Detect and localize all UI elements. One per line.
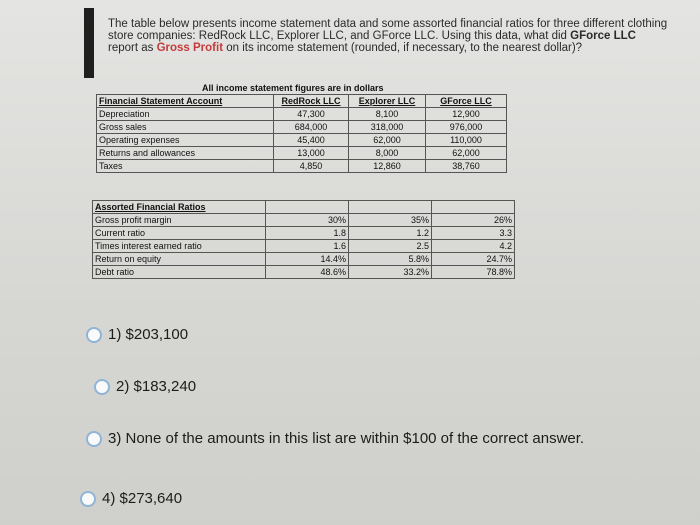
answer-option-4[interactable] <box>80 490 182 507</box>
financial-ratios-table <box>92 200 515 279</box>
value-cell: 12,900 <box>426 108 507 121</box>
income-statement-table <box>96 94 507 173</box>
table-caption: All income statement figures are in dollars <box>202 83 384 93</box>
value-cell: 318,000 <box>349 121 426 134</box>
value-cell: 2.5 <box>349 240 432 253</box>
value-cell: 47,300 <box>274 108 349 121</box>
answer-option-label: 3) None of the amounts in this list are within $100 of the correct answer. <box>108 430 585 447</box>
empty-cell <box>432 201 515 214</box>
table-row <box>93 253 515 266</box>
table-row <box>97 134 507 147</box>
header-cell: Explorer LLC <box>349 95 426 108</box>
value-cell: 5.8% <box>349 253 432 266</box>
table-row <box>93 266 515 279</box>
value-cell: 26% <box>432 214 515 227</box>
header-cell: RedRock LLC <box>274 95 349 108</box>
question-text <box>108 18 668 54</box>
question-company: GForce LLC <box>570 30 636 42</box>
radio-button-icon[interactable] <box>86 327 102 343</box>
empty-cell <box>349 201 432 214</box>
value-cell: 62,000 <box>426 147 507 160</box>
ratio-name-cell: Times interest earned ratio <box>93 240 266 253</box>
answer-option-2[interactable] <box>94 378 196 395</box>
empty-cell <box>266 201 349 214</box>
value-cell: 62,000 <box>349 134 426 147</box>
ratio-name-cell: Debt ratio <box>93 266 266 279</box>
answer-option-label: 1) $203,100 <box>108 326 189 343</box>
answer-option-label: 4) $273,640 <box>102 490 183 507</box>
value-cell: 684,000 <box>274 121 349 134</box>
account-cell: Gross sales <box>97 121 274 134</box>
value-cell: 4.2 <box>432 240 515 253</box>
header-cell: GForce LLC <box>426 95 507 108</box>
value-cell: 3.3 <box>432 227 515 240</box>
value-cell: 78.8% <box>432 266 515 279</box>
value-cell: 38,760 <box>426 160 507 173</box>
value-cell: 12,860 <box>349 160 426 173</box>
account-cell: Returns and allowances <box>97 147 274 160</box>
value-cell: 35% <box>349 214 432 227</box>
account-cell: Depreciation <box>97 108 274 121</box>
table-row <box>93 240 515 253</box>
table-row <box>93 214 515 227</box>
value-cell: 24.7% <box>432 253 515 266</box>
answer-option-label: 2) $183,240 <box>116 378 197 395</box>
value-cell: 8,000 <box>349 147 426 160</box>
answer-option-1[interactable] <box>86 326 188 343</box>
radio-button-icon[interactable] <box>80 491 96 507</box>
value-cell: 48.6% <box>266 266 349 279</box>
answer-option-3[interactable] <box>86 430 584 447</box>
header-cell: Financial Statement Account <box>97 95 274 108</box>
value-cell: 4,850 <box>274 160 349 173</box>
radio-button-icon[interactable] <box>86 431 102 447</box>
table-row <box>93 227 515 240</box>
question-metric: Gross Profit <box>156 42 224 54</box>
question-part1: The table below presents income statement data and some assorted financial ratios for three different clothing store companies: RedRock LLC, Explorer LLC, and GForce LLC. Using this data, what did <box>108 18 668 42</box>
value-cell: 14.4% <box>266 253 349 266</box>
question-part3: on its income statement (rounded, if necessary, to the nearest dollar)? <box>223 42 583 54</box>
value-cell: 110,000 <box>426 134 507 147</box>
table-row <box>97 108 507 121</box>
table-row <box>97 160 507 173</box>
ratios-header-cell: Assorted Financial Ratios <box>93 201 266 214</box>
value-cell: 30% <box>266 214 349 227</box>
value-cell: 33.2% <box>349 266 432 279</box>
value-cell: 13,000 <box>274 147 349 160</box>
account-cell: Taxes <box>97 160 274 173</box>
radio-button-icon[interactable] <box>94 379 110 395</box>
value-cell: 1.8 <box>266 227 349 240</box>
table-header-row <box>97 95 507 108</box>
value-cell: 8,100 <box>349 108 426 121</box>
question-marker-bar <box>84 8 94 78</box>
table-row <box>97 121 507 134</box>
ratio-name-cell: Return on equity <box>93 253 266 266</box>
value-cell: 1.2 <box>349 227 432 240</box>
question-part2: report as <box>108 42 157 54</box>
ratio-name-cell: Current ratio <box>93 227 266 240</box>
table-row <box>97 147 507 160</box>
table-header-row <box>93 201 515 214</box>
value-cell: 45,400 <box>274 134 349 147</box>
ratio-name-cell: Gross profit margin <box>93 214 266 227</box>
value-cell: 1.6 <box>266 240 349 253</box>
value-cell: 976,000 <box>426 121 507 134</box>
account-cell: Operating expenses <box>97 134 274 147</box>
